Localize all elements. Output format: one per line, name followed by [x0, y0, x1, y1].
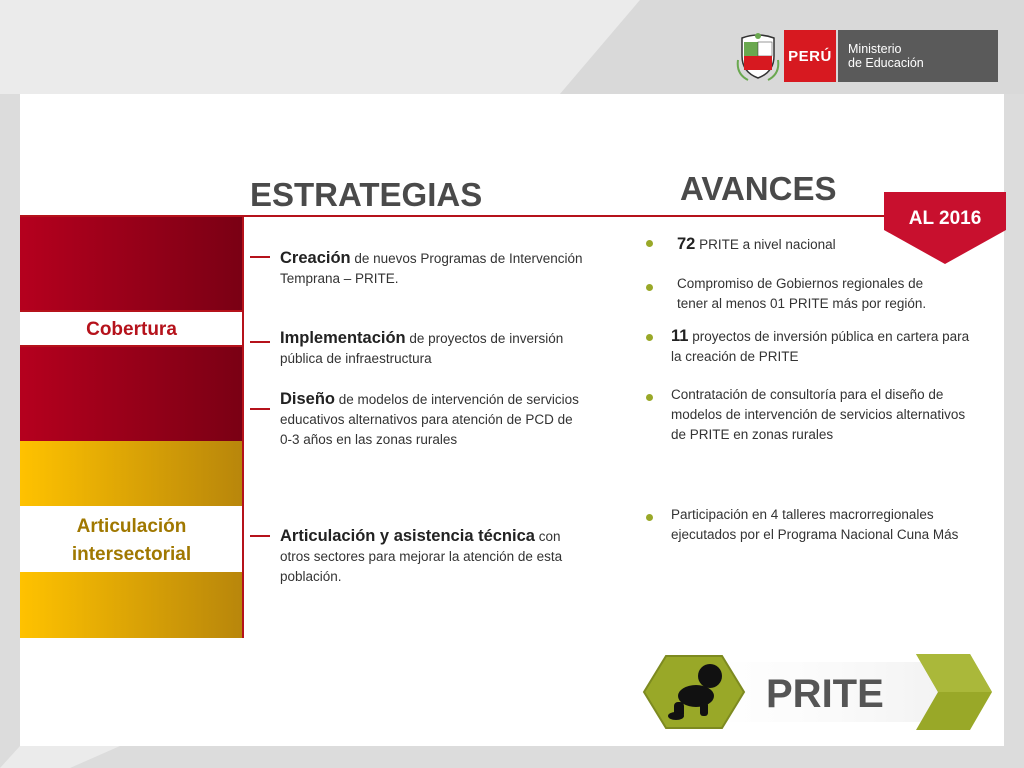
- articulation-label-line2: intersectorial: [71, 544, 192, 565]
- advance-text: Compromiso de Gobiernos regionales de tener al menos 01 PRITE más por región.: [677, 276, 927, 311]
- articulation-label: [20, 513, 243, 569]
- strategy-item: [280, 328, 585, 369]
- advance-item: [671, 326, 971, 367]
- peru-label: PERÚ: [784, 30, 836, 82]
- ministry-line1: Ministerio: [848, 42, 902, 56]
- articulation-band-bottom: [20, 572, 243, 638]
- ministry-name: [838, 30, 998, 82]
- strategy-text: con otros sectores para mejorar la atención de esta población.: [280, 529, 563, 584]
- advances-heading: AVANCES: [680, 170, 837, 207]
- prite-title: PRITE: [766, 672, 884, 716]
- baby-icon: [644, 656, 744, 728]
- advance-text: PRITE a nivel nacional: [695, 237, 836, 252]
- advance-number: 72: [677, 235, 696, 253]
- coverage-band-bottom: [20, 347, 243, 441]
- bullet-dash: [250, 408, 270, 410]
- articulation-band-top: [20, 441, 243, 506]
- strategy-text: de modelos de intervención de servicios educativos alternativos para atención de PCD de 0-3 años en las zonas rurales: [280, 392, 579, 447]
- column-divider: [242, 217, 244, 638]
- bullet-dash: [250, 341, 270, 343]
- ministry-logo: [736, 30, 998, 82]
- coat-of-arms-icon: [736, 30, 780, 82]
- strategy-item: [280, 389, 585, 450]
- bullet-dot: [646, 394, 653, 401]
- ministry-line2: de Educación: [848, 56, 924, 70]
- strategy-keyword: Articulación y asistencia técnica: [280, 527, 535, 545]
- coverage-label: Cobertura: [86, 319, 177, 340]
- strategy-keyword: Implementación: [280, 329, 406, 347]
- bullet-dot: [646, 240, 653, 247]
- advance-item: [671, 385, 971, 445]
- strategy-text: de nuevos Programas de Intervención Temprana – PRITE.: [280, 251, 583, 286]
- bullet-dot: [646, 334, 653, 341]
- strategies-heading: ESTRATEGIAS: [250, 176, 483, 213]
- advance-item: [677, 234, 977, 255]
- advance-number: 11: [671, 327, 689, 345]
- advance-text: proyectos de inversión pública en cartera para la creación de PRITE: [671, 329, 970, 364]
- bullet-dot: [646, 284, 653, 291]
- coverage-category: [20, 310, 243, 347]
- strategy-keyword: Diseño: [280, 390, 336, 408]
- bullet-dot: [646, 514, 653, 521]
- advance-item: [677, 274, 952, 314]
- articulation-category: [20, 506, 243, 572]
- strategy-keyword: Creación: [280, 249, 351, 267]
- bullet-dash: [250, 535, 270, 537]
- strategy-text: de proyectos de inversión pública de infraestructura: [280, 331, 564, 366]
- advance-text: Participación en 4 talleres macrorregionales ejecutados por el Programa Nacional Cuna Más: [671, 507, 959, 542]
- strategy-item: [280, 526, 585, 587]
- advance-item: [671, 505, 971, 545]
- strategy-item: [280, 248, 585, 289]
- bullet-dash: [250, 256, 270, 258]
- coverage-band-top: [20, 217, 243, 310]
- articulation-label-line1: Articulación: [76, 516, 187, 537]
- advance-text: Contratación de consultoría para el diseño de modelos de intervención de servicios alternativos de PRITE en zonas rurales: [671, 387, 966, 442]
- badge-text: AL 2016: [908, 208, 982, 229]
